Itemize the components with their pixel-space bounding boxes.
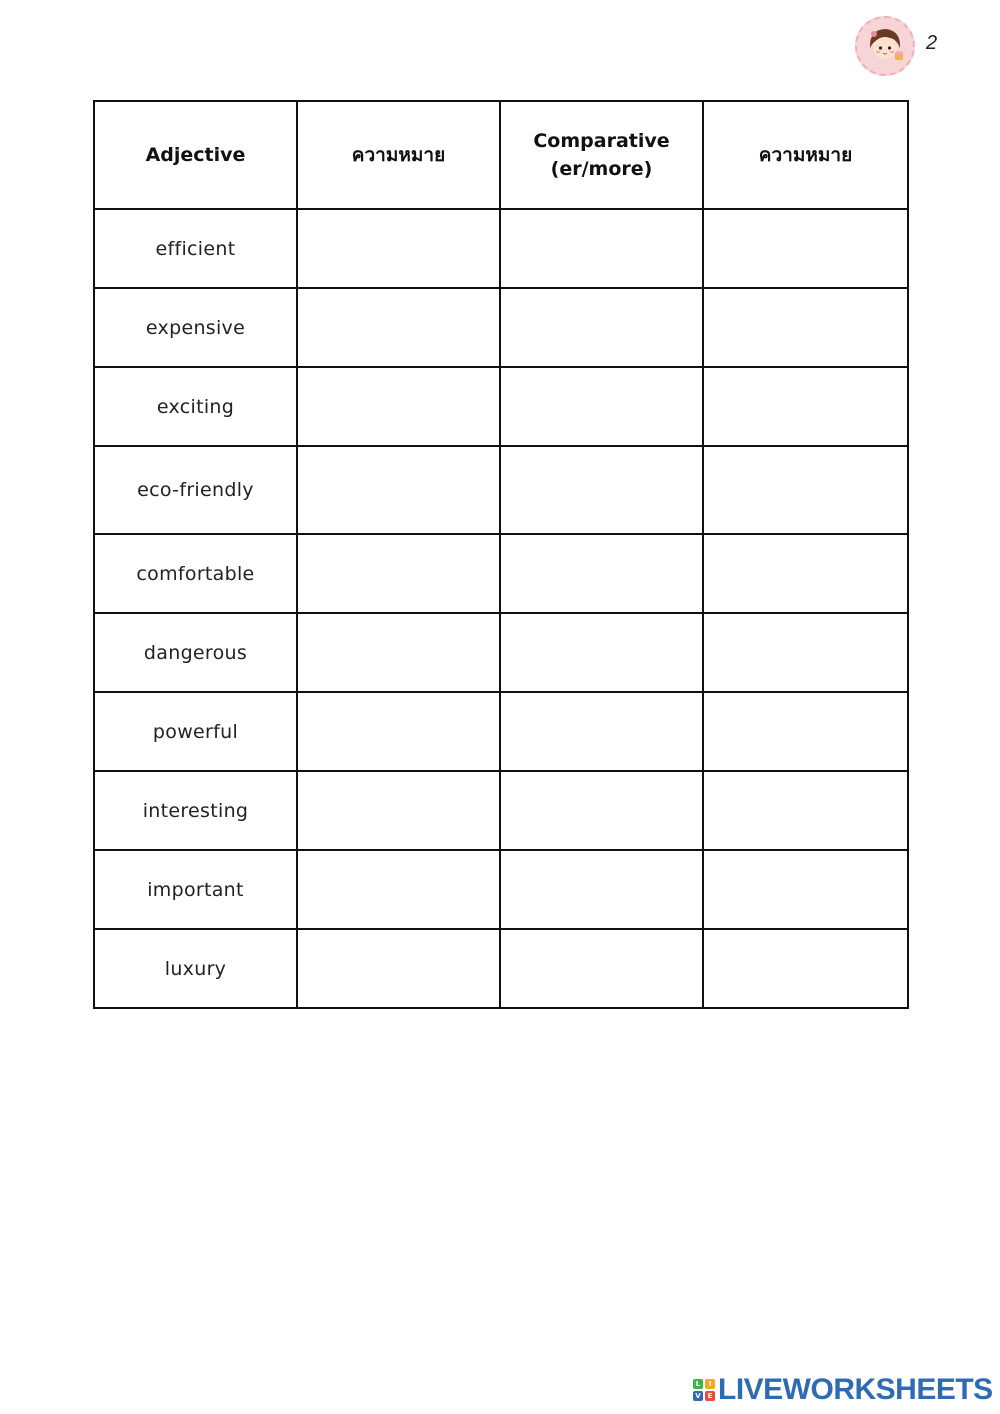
adjective-cell: comfortable xyxy=(94,534,297,613)
header-meaning-label: ความหมาย xyxy=(351,144,446,166)
header-comparative xyxy=(500,101,703,209)
meaning-answer-cell[interactable] xyxy=(297,613,500,692)
meaning-answer-cell[interactable] xyxy=(297,929,500,1008)
table-row xyxy=(94,367,908,446)
liveworksheets-brand xyxy=(693,1374,993,1406)
meaning-answer-cell[interactable] xyxy=(297,771,500,850)
comparative-answer-cell[interactable] xyxy=(500,367,703,446)
peangcake-logo xyxy=(855,16,915,76)
adjective-cell: dangerous xyxy=(94,613,297,692)
comparative-meaning-answer-cell[interactable] xyxy=(703,367,908,446)
meaning-answer-cell[interactable] xyxy=(297,850,500,929)
vocabulary-table xyxy=(93,100,909,1009)
header-meaning xyxy=(297,101,500,209)
comparative-answer-cell[interactable] xyxy=(500,209,703,288)
meaning-answer-cell[interactable] xyxy=(297,446,500,534)
comparative-meaning-answer-cell[interactable] xyxy=(703,929,908,1008)
adjective-cell: efficient xyxy=(94,209,297,288)
header-adjective xyxy=(94,101,297,209)
brand-square: V xyxy=(693,1391,703,1401)
comparative-answer-cell[interactable] xyxy=(500,692,703,771)
comparative-answer-cell[interactable] xyxy=(500,850,703,929)
meaning-answer-cell[interactable] xyxy=(297,367,500,446)
table-row xyxy=(94,534,908,613)
comparative-answer-cell[interactable] xyxy=(500,771,703,850)
liveworksheets-icon xyxy=(693,1379,715,1401)
peangcake-logo-icon xyxy=(857,18,913,74)
comparative-meaning-answer-cell[interactable] xyxy=(703,771,908,850)
table-row xyxy=(94,209,908,288)
table-row xyxy=(94,850,908,929)
meaning-answer-cell[interactable] xyxy=(297,288,500,367)
adjective-cell: exciting xyxy=(94,367,297,446)
comparative-meaning-answer-cell[interactable] xyxy=(703,209,908,288)
adjective-cell: eco-friendly xyxy=(94,446,297,534)
adjective-cell: luxury xyxy=(94,929,297,1008)
adjective-cell: expensive xyxy=(94,288,297,367)
header-comparative-label: Comparative xyxy=(533,130,670,152)
table-row xyxy=(94,692,908,771)
comparative-meaning-answer-cell[interactable] xyxy=(703,692,908,771)
header-comparative-sublabel: (er/more) xyxy=(550,158,653,180)
brand-square: L xyxy=(693,1379,703,1389)
comparative-meaning-answer-cell[interactable] xyxy=(703,288,908,367)
liveworksheets-wordmark: LIVEWORKSHEETS xyxy=(718,1373,993,1406)
adjective-cell: interesting xyxy=(94,771,297,850)
header-comparative-meaning xyxy=(703,101,908,209)
table-row xyxy=(94,613,908,692)
comparative-answer-cell[interactable] xyxy=(500,288,703,367)
comparative-answer-cell[interactable] xyxy=(500,534,703,613)
comparative-meaning-answer-cell[interactable] xyxy=(703,850,908,929)
comparative-meaning-answer-cell[interactable] xyxy=(703,446,908,534)
table-row xyxy=(94,771,908,850)
page-number: 2 xyxy=(926,32,938,54)
brand-square: E xyxy=(705,1391,715,1401)
table-row xyxy=(94,446,908,534)
table-row xyxy=(94,288,908,367)
comparative-meaning-answer-cell[interactable] xyxy=(703,613,908,692)
header-comparative-meaning-label: ความหมาย xyxy=(758,144,853,166)
comparative-answer-cell[interactable] xyxy=(500,613,703,692)
table-body xyxy=(94,209,908,1008)
table-header-row xyxy=(94,101,908,209)
brand-square: I xyxy=(705,1379,715,1389)
meaning-answer-cell[interactable] xyxy=(297,692,500,771)
header-adjective-label: Adjective xyxy=(145,144,246,166)
comparative-answer-cell[interactable] xyxy=(500,446,703,534)
adjective-cell: powerful xyxy=(94,692,297,771)
meaning-answer-cell[interactable] xyxy=(297,209,500,288)
table-row xyxy=(94,929,908,1008)
comparative-meaning-answer-cell[interactable] xyxy=(703,534,908,613)
meaning-answer-cell[interactable] xyxy=(297,534,500,613)
adjective-cell: important xyxy=(94,850,297,929)
comparative-answer-cell[interactable] xyxy=(500,929,703,1008)
